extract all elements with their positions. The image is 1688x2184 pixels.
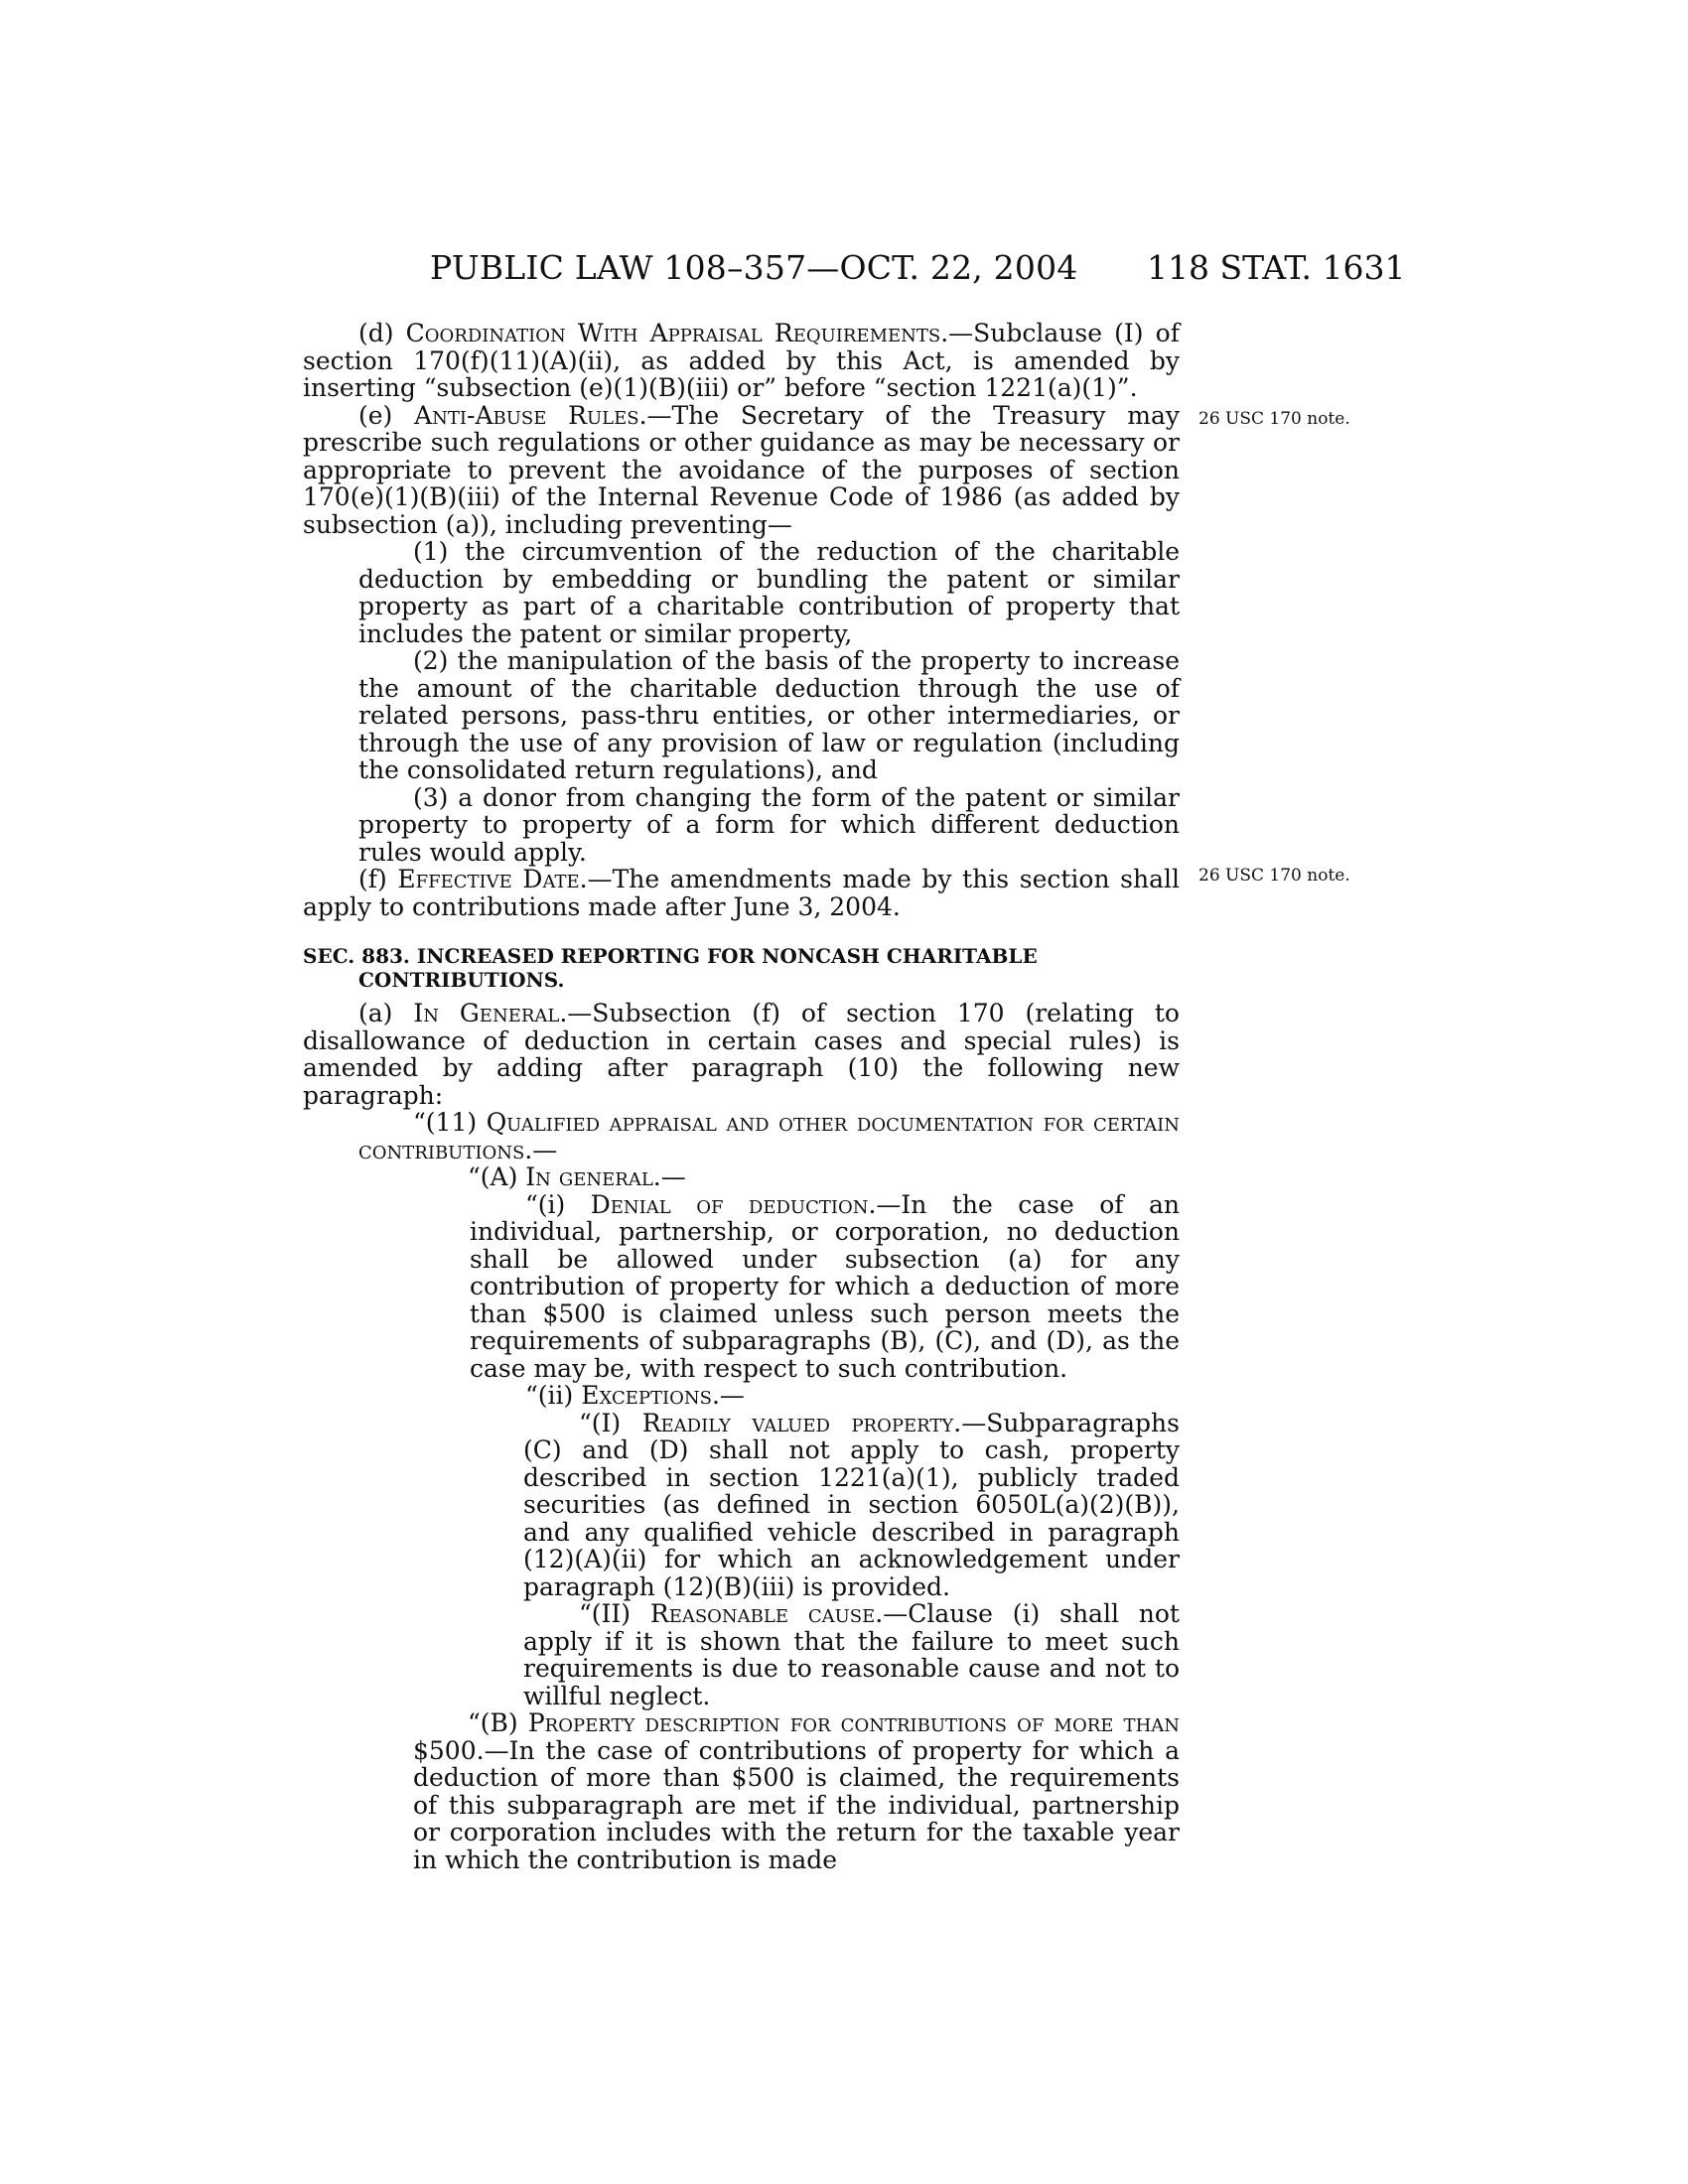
paragraph-3: (3) a donor from changing the form of the patent or similar property to property of a form for which different deduction rules would apply.	[358, 782, 1180, 867]
margin-note-usc: 26 USC 170 note.	[1198, 409, 1350, 429]
paragraph-1: (1) the circumvention of the reduction of the charitable deduction by embedding or bundling the patent or similar property as part of a charitable contribution of property that includes the patent or similar property,	[358, 537, 1180, 648]
paragraph-2: (2) the manipulation of the basis of the property to increase the amount of the charitable deduction through the use of related persons, pass-thru entities, or other intermediaries, or through the use of any provision of law or regulation (including the consolidated return regulations), and	[358, 646, 1180, 784]
running-head-page: 118 STAT. 1631	[1147, 248, 1406, 287]
running-head-title: PUBLIC LAW 108–357—OCT. 22, 2004	[430, 248, 1078, 287]
subsection-f: (f) Effective Date.—The amendments made by this section shall apply to contributions made after June 3, 2004.	[303, 865, 1181, 921]
margin-note-usc: 26 USC 170 note.	[1198, 866, 1350, 886]
section-subsection-a: (a) In General.—Subsection (f) of section 170 (relating to disallowance of deduction in certain cases and special rules) is amended by adding after paragraph (10) the following new paragraph:	[303, 999, 1180, 1110]
clause-i: “(i) Denial of deduction.—In the case of an individual, partnership, or corporation, no deduction shall be allowed under subsection (a) for any contribution of property for which a deduction of more than $500 is claimed unless such person meets the requirements of subparagraphs (B), (C), and (D), as the case may be, with respect to such contribution.	[470, 1189, 1180, 1383]
subclause-II: “(II) Reasonable cause.—Clause (i) shall not apply if it is shown that the failure to meet such requirements is due to reasonable cause and not to willful neglect.	[523, 1599, 1180, 1710]
subsection-d: (d) Coordination With Appraisal Requirements.—Subclause (I) of section 170(f)(11)(A)(ii), as added by this Act, is amended by inserting “subsection (e)(1)(B)(iii) or” before “section 1221(a)(1)”.	[303, 319, 1180, 402]
subclause-I: “(I) Readily valued property.—Subparagraphs (C) and (D) shall not apply to cash, property described in section 1221(a)(1), publicly traded securities (as defined in section 6050L(a)(2)(B)), and any qualified vehicle described in paragraph (12)(A)(ii) for which an acknowledgement under paragraph (12)(B)(iii) is provided.	[523, 1408, 1180, 1601]
statute-body	[303, 320, 1180, 1873]
subparagraph-a: “(A) In general.—	[468, 1162, 686, 1191]
subsection-e: (e) Anti-Abuse Rules.—The Secretary of the Treasury may prescribe such regulations or other guidance as may be necessary or appropriate to prevent the avoidance of the purposes of section 170(e)(1)(B)(iii) of the Internal Revenue Code of 1986 (as added by subsection (a)), including preventing—	[303, 400, 1181, 539]
new-paragraph-11: “(11) Qualified appraisal and other documentation for certain contributions.—	[358, 1108, 1180, 1164]
subparagraph-b: “(B) Property description for contributions of more than $500.—In the case of contributions of property for which a deduction of more than $500 is claimed, the requirements of this subparagraph are met if the individual, partnership or corporation includes with the return for the taxable year in which the contribution is made	[413, 1708, 1181, 1874]
section-heading: SEC. 883. INCREASED REPORTING FOR NONCASH CHARITABLE CONTRIBUTIONS.	[303, 944, 1038, 992]
clause-ii: “(ii) Exceptions.—	[525, 1381, 745, 1410]
